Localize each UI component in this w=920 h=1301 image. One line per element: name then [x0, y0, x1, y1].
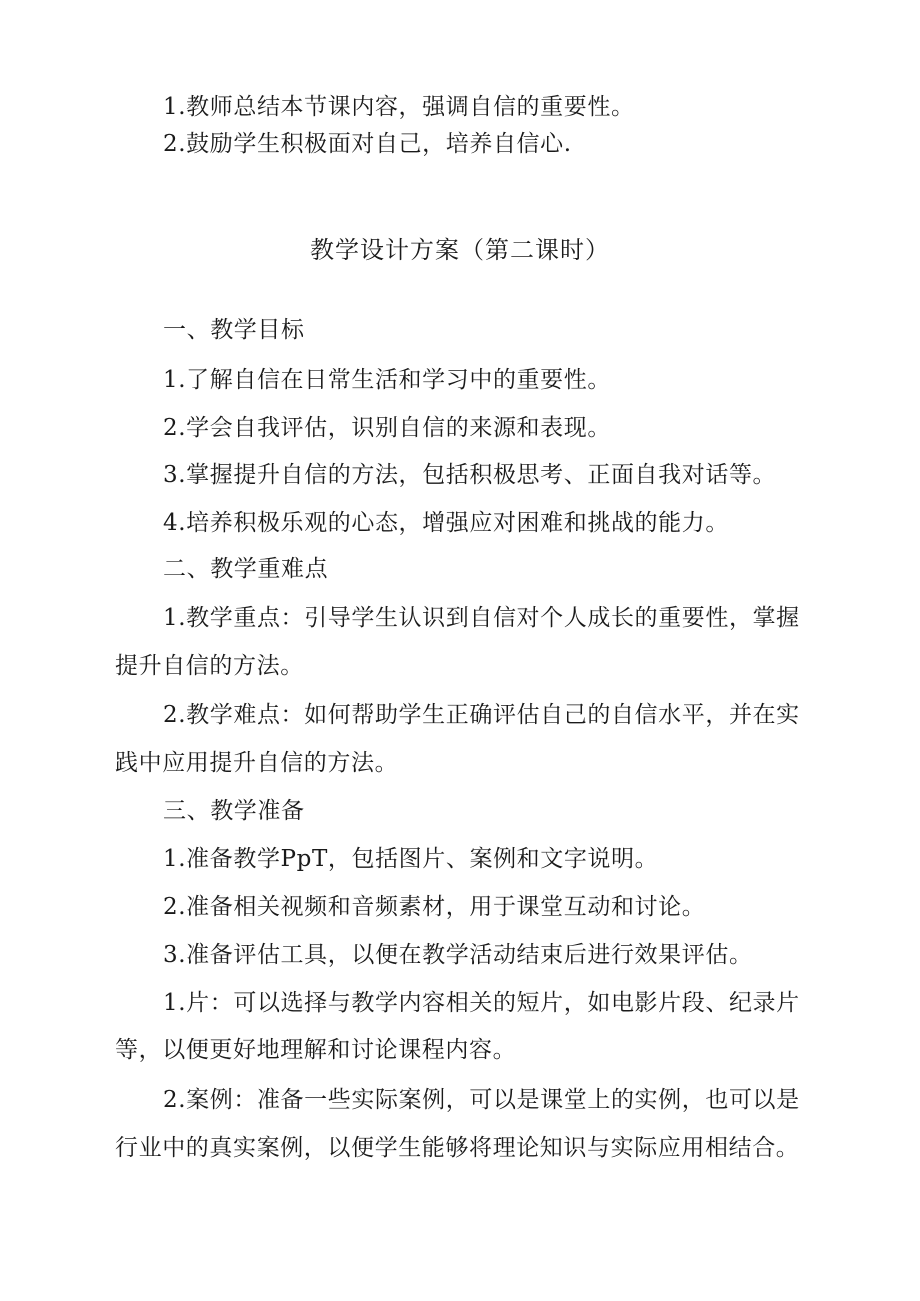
- key-point-2-line-2: 践中应用提升自信的方法。: [115, 750, 399, 776]
- key-point-2-line-1: 2.教学难点：如何帮助学生正确评估自己的自信水平，并在实: [163, 702, 800, 728]
- goal-item-4: 4.培养积极乐观的心态，增强应对困难和挑战的能力。: [163, 510, 729, 536]
- key-point-1-line-2: 提升自信的方法。: [115, 653, 304, 679]
- page-title: 教学设计方案（第二课时）: [310, 236, 610, 264]
- section-heading-preparation: 三、教学准备: [163, 798, 305, 824]
- goal-item-1: 1.了解自信在日常生活和学习中的重要性。: [163, 367, 611, 393]
- key-point-1-line-1: 1.教学重点：引导学生认识到自信对个人成长的重要性，掌握: [163, 605, 800, 631]
- prep-item-2: 2.准备相关视频和音频素材，用于课堂互动和讨论。: [163, 894, 706, 920]
- prep-sub-2-line-1: 2.案例：准备一些实际案例，可以是课堂上的实例，也可以是: [163, 1087, 800, 1113]
- prep-sub-1-line-1: 1.片：可以选择与教学内容相关的短片，如电影片段、纪录片: [163, 990, 800, 1016]
- goal-item-2: 2.学会自我评估，识别自信的来源和表现。: [163, 415, 611, 441]
- section-heading-goals: 一、教学目标: [163, 317, 305, 343]
- prep-item-3: 3.准备评估工具，以便在教学活动结束后进行效果评估。: [163, 942, 753, 968]
- goal-item-3: 3.掌握提升自信的方法，包括积极思考、正面自我对话等。: [163, 462, 777, 488]
- intro-item-2: 2.鼓励学生积极面对自己，培养自信心.: [163, 131, 572, 157]
- section-heading-key-points: 二、教学重难点: [163, 556, 329, 582]
- prep-sub-2-line-2: 行业中的真实案例，以便学生能够将理论知识与实际应用相结合。: [115, 1135, 800, 1161]
- prep-sub-1-line-2: 等，以便更好地理解和讨论课程内容。: [115, 1037, 517, 1063]
- prep-item-1: 1.准备教学PpT，包括图片、案例和文字说明。: [163, 846, 659, 872]
- intro-item-1: 1.教师总结本节课内容，强调自信的重要性。: [163, 94, 635, 120]
